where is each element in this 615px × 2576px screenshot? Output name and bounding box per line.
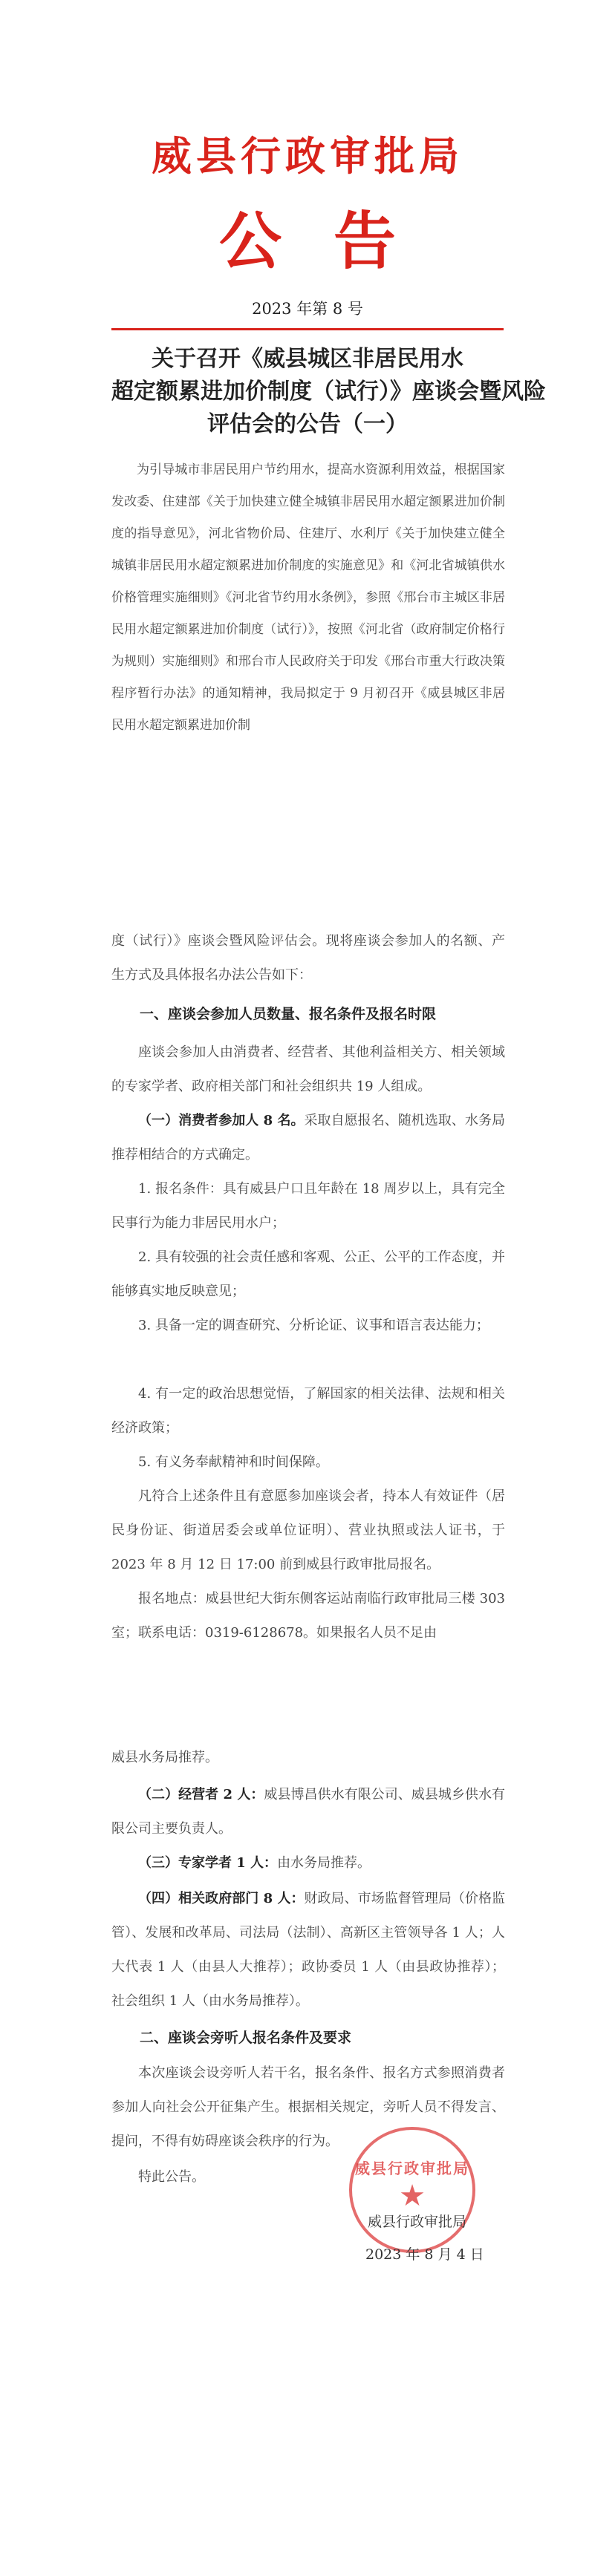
- document-page-2: [0, 924, 615, 1689]
- condition-2: 2. 具有较强的社会责任感和客观、公正、公平的工作态度，并能够真实地反映意见；: [111, 1249, 505, 1299]
- continued-paragraph-2: 威县水务局推荐。: [111, 1750, 218, 1765]
- government-paragraph: [111, 1882, 505, 2018]
- section-heading-1: 一、座谈会参加人员数量、报名条件及报名时限: [140, 1006, 437, 1022]
- experts-text: 由水务局推荐。: [277, 1855, 371, 1871]
- signature-agency: 威县行政审批局: [368, 2214, 467, 2230]
- observers-paragraph: 本次座谈会设旁听人若干名，报名条件、报名方式参照消费者参加人向社会公开征集产生。根据相关规定，旁听人员不得发言、提问，不得有妨碍座谈会秩序的行为。: [111, 2065, 505, 2149]
- seal-text: 威县行政审批局: [355, 2160, 469, 2177]
- notice-title: 公告: [218, 204, 448, 278]
- consumers-paragraph: [111, 1104, 505, 1172]
- application-paragraph: 凡符合上述条件且有意愿参加座谈会者，持本人有效证件（居民身份证、街道居委会或单位证明）、营业执照或法人证书，于 2023 年 8 月 12 日 17:00 前到威县行政审批局报名。: [111, 1488, 505, 1572]
- seal-star-icon: ★: [399, 2179, 426, 2213]
- document-page-1: [0, 0, 615, 861]
- condition-1: 1. 报名条件：具有威县户口且年龄在 18 周岁以上，具有完全民事行为能力非居民用水户；: [111, 1181, 505, 1231]
- operators-text: 威县博昌供水有限公司、威县城乡供水有限公司主要负责人。: [111, 1787, 505, 1837]
- intro-paragraph: 为引导城市非居民用户节约用水，提高水资源利用效益，根据国家发改委、住建部《关于加快建立健全城镇非居民用水超定额累进加价制度的指导意见》，河北省物价局、住建厅、水利厅《关于加快建立健全城镇非居民用水超定额累进加价制度的实施意见》和《河北省城镇供水价格管理实施细则》《河北省节约用水条例》，参照《邢台市主城区非居民用水超定额累进加价制度（试行）》，按照《河北省（政府制定价格行为规则）实施细则》和邢台市人民政府关于印发《邢台市重大行政决策程序暂行办法》的通知精神，我局拟定于 9 月初召开《威县城区非居民用水超定额累进加价制: [111, 462, 505, 733]
- consumers-lead: （一）消费者参加人 8 名。: [138, 1113, 305, 1128]
- closing-line: 特此公告。: [138, 2169, 205, 2185]
- headline-line-2: 超定额累进加价制度（试行）》座谈会暨风险: [111, 379, 546, 405]
- condition-4: 4. 有一定的政治思想觉悟，了解国家的相关法律、法规和相关经济政策；: [111, 1386, 505, 1436]
- government-text: 财政局、市场监督管理局（价格监管）、发展和改革局、司法局（法制）、高新区主管领导各 1 人；人大代表 1 人（由县人大推荐）；政协委员 1 人（由县政协推荐）；社会组织 1 人（由水务局推荐）。: [111, 1891, 506, 2009]
- experts-lead: （三）专家学者 1 人：: [138, 1855, 278, 1871]
- red-divider: [111, 328, 504, 330]
- operators-paragraph: [111, 1778, 505, 1846]
- members-paragraph: 座谈会参加人由消费者、经营者、其他利益相关方、相关领域的专家学者、政府相关部门和社会组织共 19 人组成。: [111, 1045, 505, 1094]
- document-headline: [111, 343, 546, 441]
- issuing-agency-heading: 威县行政审批局: [152, 132, 463, 180]
- condition-5: 5. 有义务奉献精神和时间保障。: [138, 1454, 329, 1470]
- location-paragraph: 报名地点：威县世纪大街东侧客运站南临行政审批局三楼 303 室；联系电话：0319-6128678。如果报名人员不足由: [111, 1591, 505, 1641]
- document-number: 2023 年第 8 号: [252, 300, 363, 318]
- operators-lead: （二）经营者 2 人：: [138, 1787, 264, 1802]
- condition-3: 3. 具备一定的调查研究、分析论证、议事和语言表达能力；: [138, 1318, 489, 1333]
- section-heading-2: 二、座谈会旁听人报名条件及要求: [140, 2030, 352, 2046]
- government-lead: （四）相关政府部门 8 人：: [138, 1891, 305, 1906]
- headline-line-3: 评估会的公告（一）: [207, 411, 408, 437]
- headline-line-1: 关于召开《威县城区非居民用水: [152, 346, 463, 372]
- continued-paragraph: 度（试行）》座谈会暨风险评估会。现将座谈会参加人的名额、产生方式及具体报名办法公告如下：: [111, 933, 505, 983]
- official-seal: [349, 2127, 475, 2253]
- signature-date: 2023 年 8 月 4 日: [365, 2246, 484, 2263]
- document-page-3: [0, 1741, 615, 2576]
- experts-paragraph: [111, 1846, 505, 1880]
- consumers-text: 采取自愿报名、随机选取、水务局推荐相结合的方式确定。: [111, 1113, 506, 1163]
